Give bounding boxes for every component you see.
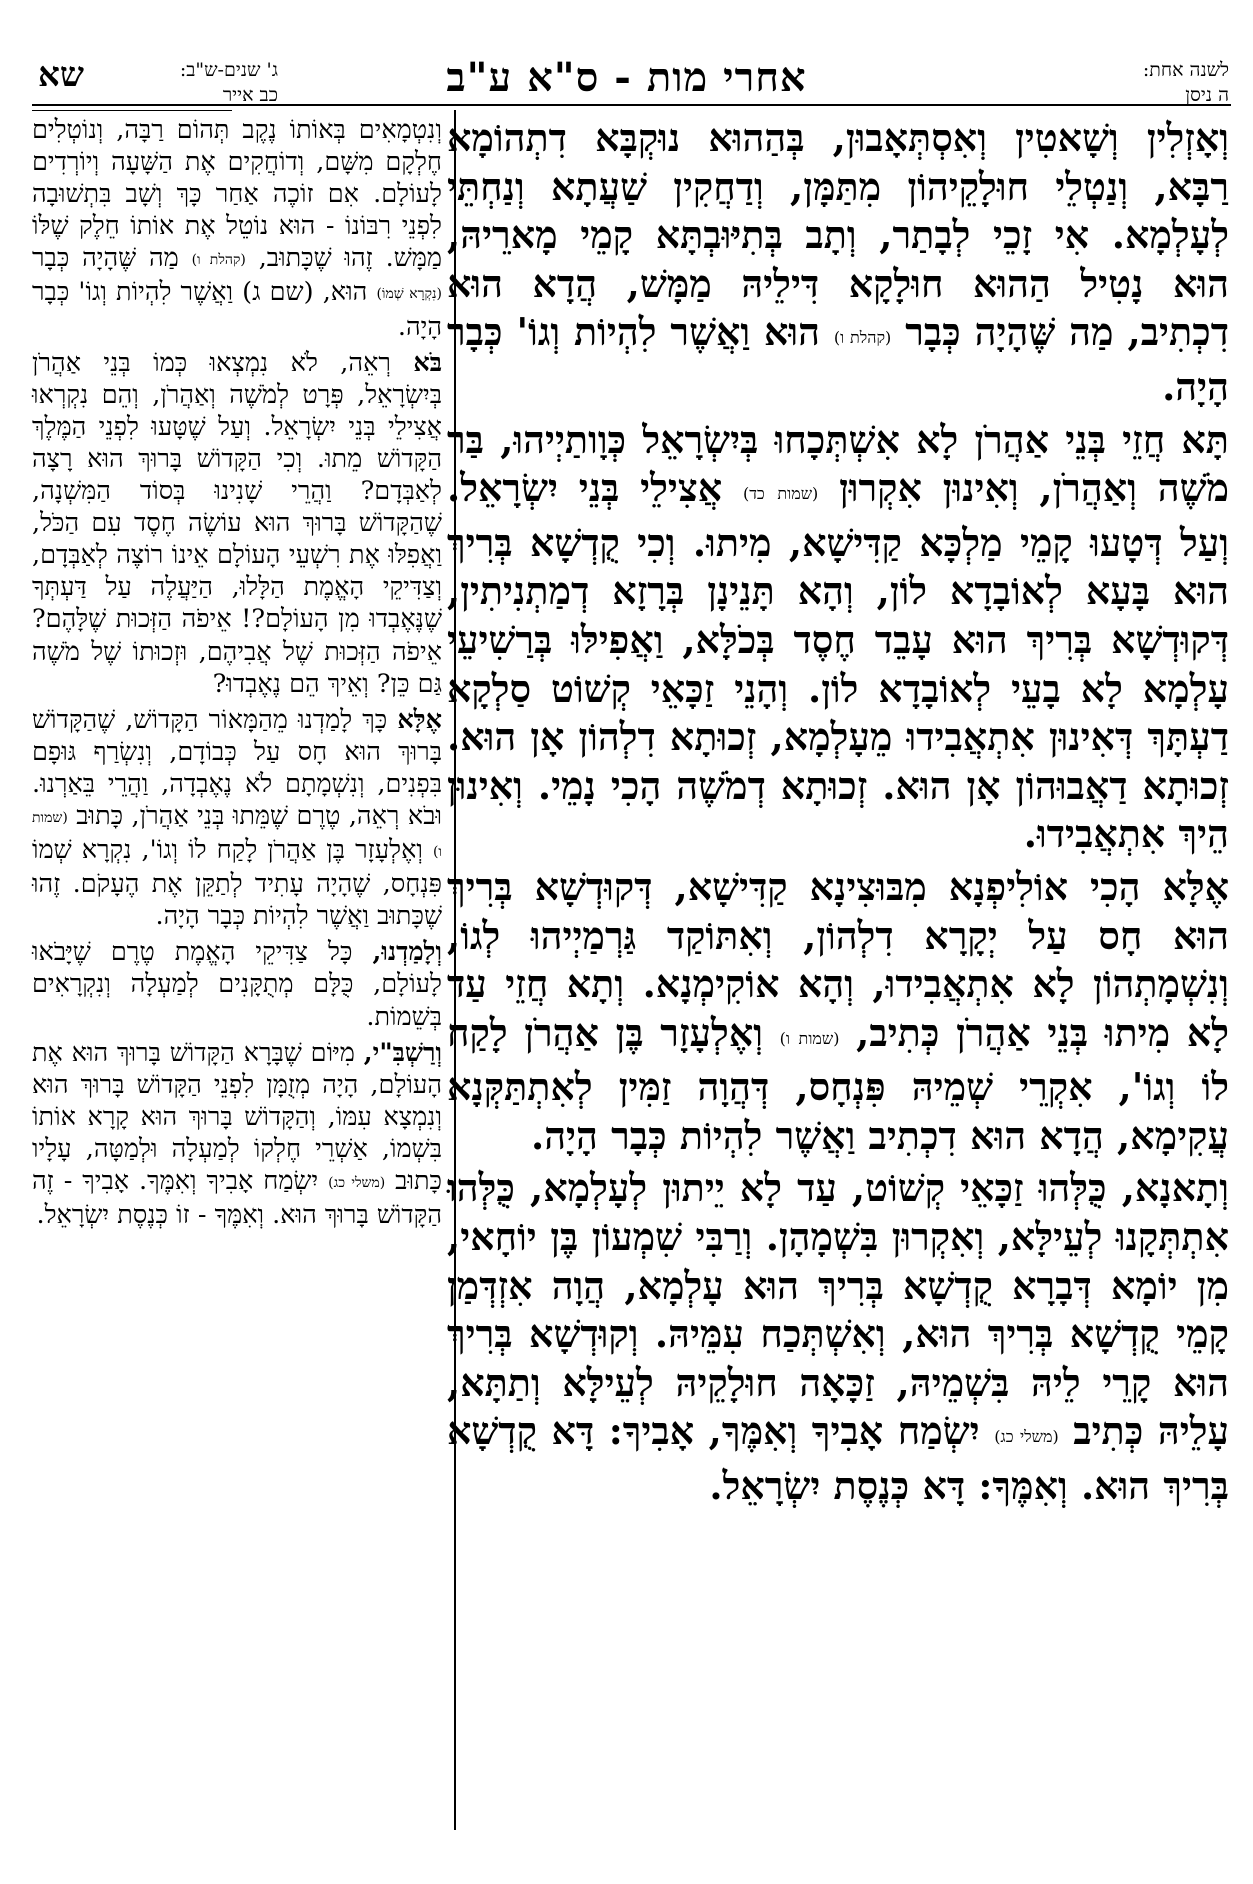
main-p1-end: הוּא וַאֲשֶׁר לִהְיוֹת וְגוֹ' כְּבָר הָיָה. — [447, 309, 1229, 409]
header-right-line2: ה ניסן — [1185, 84, 1229, 106]
main-column — [447, 114, 1229, 1511]
main-paragraph-1 — [447, 114, 1229, 412]
main-p3-lead: אֶלָּא — [1162, 863, 1230, 909]
side-p3-cont: וְאֶלְעָזָר בֶּן אַהֲרֹן לָקַח לוֹ וְגוֹ', נִקְרָא שְׁמוֹ פִּנְחָס, שֶׁהָיָה עָתִיד לְתַקֵּן אֶת הֶעָקֹם. זֶהוּ שֶׁכָּתוּב וַאֲשֶׁר לִהְיוֹת כְּבָר הָיָה. — [32, 835, 442, 932]
main-paragraph-2 — [447, 416, 1229, 859]
side-paragraph-4 — [32, 936, 442, 1032]
main-p3-ref: (שמות ו) — [779, 1028, 840, 1048]
page-title: אחרי מות - ס"א ע"ב — [446, 54, 807, 101]
header-rule — [32, 104, 1231, 106]
main-p4-ref: (משלי כג) — [994, 1427, 1059, 1447]
main-p2-lead: תָּא — [1181, 416, 1229, 462]
main-p3-text: הָכִי אוֹלִיפְנָא מִבּוּצִינָא קַדִּישָׁא, דְּקוּדְשָׁא בְּרִיךְ הוּא חָס עַל יְקָרָא דִלְהוֹן, וְאִתּוֹקַד גַּרְמַיְיהוּ לְגוֹ, וְנִשְׁמָתְהוֹן לָא אִתְאֲבִידוּ, וְהָא אוֹקִימְנָא. וְתָא חֲזֵי עַד לָא מִיתוּ בְּנֵי אַהֲרֹן כְּתִיב, — [447, 863, 1230, 1055]
side-p5-text: מִיּוֹם שֶׁבָּרָא הַקָּדוֹשׁ בָּרוּךְ הוּא אֶת הָעוֹלָם, הָיָה מְזֻמָּן לִפְנֵי הַקָּדוֹשׁ בָּרוּךְ הוּא וְנִמְצָא עִמּוֹ, וְהַקָּדוֹשׁ בָּרוּךְ הוּא קָרָא אוֹתוֹ בִּשְׁמוֹ, אַשְׁרֵי חֶלְקוֹ לְמַעְלָה וּלְמַטָּה, עָלָיו כָּתוּב — [32, 1037, 442, 1196]
main-p2-cont: אֲצִילֵי בְּנֵי יִשְׂרָאֵל. וְעַל דְּטָעוּ קָמֵי מַלְכָּא קַדִּישָׁא, מִיתוּ. וְכִי קֻדְשָׁא בְּרִיךְ הוּא בָּעָא לְאוֹבָדָא לוֹן, וְהָא תָּנֵינָן בְּרָזָא דְמַתְנִיתִין, דְּקוּדְשָׁא בְּרִיךְ הוּא עָבֵד חֶסֶד בְּכֹלָּא, וַאֲפִילּוּ בְּרַשִׁיעֵי עָלְמָא לָא בָעֵי לְאוֹבָדָא לוֹן. וְהָנֵי זַכָּאֵי קְשׁוֹט סַלְקָא דַעְתָּךְ דְּאִינוּן אִתְאֲבִידוּ מֵעָלְמָא, זְכוּתָא דִלְהוֹן אָן הוּא. זְכוּתָא דַאֲבוּהוֹן אָן הוּא. זְכוּתָא דְמֹשֶׁה הָכִי נָמֵי. וְאִינוּן הֵיךְ אִתְאֲבִידוּ. — [447, 465, 1229, 857]
side-p4-lead: וְלָמַדְנוּ, — [372, 937, 443, 968]
side-p5-lead: וְרַשְׁבִּ"י, — [363, 1037, 442, 1068]
side-paragraph-1 — [32, 114, 442, 343]
side-p5-end: יִשְׂמַח אָבִיךָ וְאִמֶּךָ. אָבִיךָ - זֶה הַקָּדוֹשׁ בָּרוּךְ הוּא. וְאִמֶּךָ - זוֹ כְּנֶסֶת יִשְׂרָאֵל. — [32, 1166, 442, 1231]
side-p3-lead: אֶלָּא — [397, 704, 442, 735]
side-p2-lead: בֹּא — [413, 347, 442, 378]
side-p2-text: רְאֵה, לֹא נִמְצְאוּ כְּמוֹ בְּנֵי אַהֲרֹן בְּיִשְׂרָאֵל, פְּרָט לְמֹשֶׁה וְאַהֲרֹן, וְהֵם נִקְרְאוּ אֲצִילֵי בְּנֵי יִשְׂרָאֵל. וְעַל שֶׁטָּעוּ לִפְנֵי הַמֶּלֶךְ הַקָּדוֹשׁ מֵתוּ. וְכִי הַקָּדוֹשׁ בָּרוּךְ הוּא רָצָה לְאַבְּדָם? וַהֲרֵי שָׁנִינוּ בְּסוֹד הַמִּשְׁנָה, שֶׁהַקָּדוֹשׁ בָּרוּךְ הוּא עוֹשֶׂה חֶסֶד עִם הַכֹּל, וַאֲפִלּוּ אֶת רִשְׁעֵי הָעוֹלָם אֵינוֹ רוֹצֶה לְאַבְּדָם, וְצַדִּיקֵי הָאֱמֶת הַלָּלוּ, הַיַּעֲלֶה עַל דַּעְתְּךָ שֶׁנֶּאֶבְדוּ מִן הָעוֹלָם?! אֵיפֹה הַזְּכוּת שֶׁלָּהֶם? אֵיפֹה הַזְּכוּת שֶׁל אֲבִיהֶם, וּזְכוּתוֹ שֶׁל מֹשֶׁה גַּם כֵּן? וְאֵיךְ הֵם נֶאֶבְדוּ? — [32, 347, 442, 699]
main-p3-cont: וְאֶלְעָזָר בֶּן אַהֲרֹן לָקַח לוֹ וְגוֹ', אִקְרֵי שְׁמֵיהּ פִּנְחָס, דְּהֲוָה זַמִּין לְאִתְתַּקְּנָא עֲקִימָא, הֲדָא הוּא דִכְתִיב וַאֲשֶׁר לִהְיוֹת כְּבָר הָיָה. — [447, 1009, 1229, 1158]
main-p4-lead: וְתָאנָא, — [1121, 1165, 1229, 1211]
page-number: שא — [38, 55, 84, 95]
main-p2-ref: (שמות כד) — [742, 484, 819, 504]
header-left-line2: כב אייר — [222, 84, 278, 106]
main-paragraph-3 — [447, 863, 1229, 1161]
side-p1-text: וְנִטְמָאִים בְּאוֹתוֹ נֶקֶב תְּהוֹם רַבָּה, וְנוֹטְלִים חֶלְקָם מִשָּׁם, וְדוֹחֲקִים אֶת הַשָּׁעָה וְיוֹרְדִים לָעוֹלָם. אִם זוֹכֶה אַחַר כָּךְ וְשָׁב בִּתְשׁוּבָה לִפְנֵי רִבּוֹנוֹ - הוּא נוֹטֵל אֶת אוֹתוֹ חֵלֶק שֶׁלּוֹ מַמָּשׁ. זֶהוּ שֶׁכָּתוּב, — [32, 115, 442, 274]
side-paragraph-2 — [32, 347, 442, 700]
side-p3-text: כָּךְ לָמַדְנוּ מֵהַמָּאוֹר הַקָּדוֹשׁ, שֶׁהַקָּדוֹשׁ בָּרוּךְ הוּא חָס עַל כְּבוֹדָם, וְנִשְׂרַף גּוּפָם בִּפְנִים, וְנִשְׁמָתָם לֹא נֶאֶבְדָה, וַהֲרֵי בֵּאַרְנוּ. וּבֹא רְאֵה, טֶרֶם שֶׁמֵּתוּ בְּנֵי אַהֲרֹן, כָּתוּב — [32, 704, 443, 831]
main-p1-text: וְאָזְלִין וְשָׁאטִין וְאִסְתְּאָבוּן, בְּהַהוּא נוּקְבָּא דִתְהוֹמָא רַבָּא, וְנַטְלֵי חוּלָקֵיהוֹן מִתַּמָּן, וְדַחֲקִין שַׁעֲתָא וְנַחְתֵּי לְעָלְמָא. אִי זָכֵי לְבָתַר, וְתָב בְּתִיּוּבְתָּא קָמֵי מָארֵיהּ, הוּא נָטִיל הַהוּא חוּלָקָא דִּילֵיהּ מַמָּשׁ, הֲדָא הוּא דִכְתִיב, מַה שֶּׁהָיָה כְּבָר — [447, 115, 1229, 355]
main-p4-end: יִשְׂמַח אָבִיךָ וְאִמֶּךָ, אָבִיךָ: דָּא קֻדְשָׁא בְּרִיךְ הוּא. וְאִמֶּךָ: דָּא כְּנֶסֶת יִשְׂרָאֵל. — [447, 1408, 1229, 1509]
side-paragraph-5 — [32, 1037, 442, 1232]
main-p4-text: כֻּלְּהוּ זַכָּאֵי קְשׁוֹט, עַד לָא יֵיתוּן לְעָלְמָא, כֻּלְּהוּ אִתְתְּקָנוּ לְעֵילָּא, וְאִקְרוּן בִּשְׁמָהָן. וְרַבִּי שִׁמְעוֹן בֶּן יוֹחָאי, מִן יוֹמָא דְּבָרָא קֻדְשָׁא בְּרִיךְ הוּא עָלְמָא, הֲוָה אִזְדְּמַן קָמֵי קֻדְשָׁא בְּרִיךְ הוּא, וְאִשְׁתְּכַח עִמֵּיהּ. וְקוּדְשָׁא בְּרִיךְ הוּא קָרֵי לֵיהּ בִּשְׁמֵיהּ, זַכָּאָה חוּלָקֵיהּ לְעֵילָּא וְתַתָּא, עָלֵיהּ כְּתִיב — [447, 1165, 1229, 1454]
header-left-line1: ג' שנים-ש"ב: — [179, 59, 278, 81]
side-p4-text: כָּל צַדִּיקֵי הָאֱמֶת טֶרֶם שֶׁיָּבֹאוּ לָעוֹלָם, כֻּלָּם מְתֻקָּנִים לְמַעְלָה וְנִקְרָאִים בְּשֵׁמוֹת. — [32, 937, 442, 1032]
main-p1-ref: (קהלת ו) — [833, 328, 892, 348]
side-column — [32, 114, 442, 1231]
side-p3-ref: (שמות ו) — [32, 809, 442, 861]
side-p1-mid: מַה שֶּׁהָיָה כְּבָר — [32, 243, 179, 274]
side-paragraph-3 — [32, 704, 442, 933]
header-right-line1: לשנה אחת: — [1142, 59, 1229, 81]
side-p1-end: הוּא, (שם ג) וַאֲשֶׁר לִהְיוֹת וְגוֹ' כְּבָר הָיָה. — [32, 277, 442, 342]
side-p1-ref2: (נִקְרָא שְׁמוֹ) — [376, 286, 442, 303]
header-left-meta — [108, 58, 278, 108]
side-p5-ref: (משלי כג) — [328, 1175, 386, 1191]
main-p2-text: חֲזֵי בְּנֵי אַהֲרֹן לָא אִשְׁתְּכָחוּ בְּיִשְׂרָאֵל כְּוָותַיְיהוּ, בַּר מֹשֶׁה וְאַהֲרֹן, וְאִינוּן אִקְרוּן — [447, 416, 1230, 511]
header-rule-left — [32, 110, 232, 111]
main-paragraph-4 — [447, 1164, 1229, 1510]
side-p1-ref: (קהלת ו) — [191, 252, 246, 269]
